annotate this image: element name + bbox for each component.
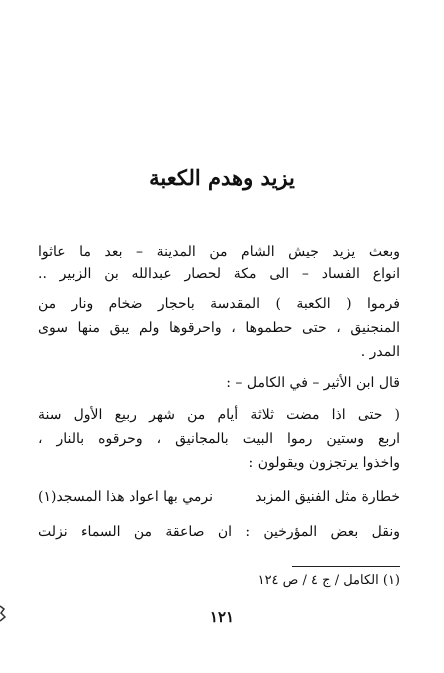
footnote-divider (292, 566, 400, 567)
text-line: قال ابن الأثير – في الكامل – : (226, 375, 400, 391)
text-line: اربع وستين رموا البيت بالمجانيق ، وحرقوه بالنار ، (38, 431, 400, 447)
verse-second-hemistich: نرمي بها اعواد هذا المسجد(١) (38, 489, 214, 505)
footnote: (١) الكامل / ج ٤ / ص ١٢٤ (257, 573, 400, 588)
verse-first-hemistich: خطارة مثل الفنيق المزبد (255, 489, 400, 505)
text-line: المدر . (360, 344, 400, 360)
page-title: يزيد وهدم الكعبة (149, 165, 295, 190)
poem-verse (38, 488, 400, 508)
text-line: واخذوا يرتجزون ويقولون : (248, 455, 400, 471)
text-line: ونقل بعض المؤرخين : ان صاعقة من السماء نزلت (38, 524, 400, 540)
scan-edge-mark (0, 604, 6, 622)
text-line: المنجنيق ، حتى حطموها ، واحرقوها ولم يبق منها سوى (38, 320, 400, 336)
page-number: ١٢١ (209, 608, 235, 626)
text-line: فرموا ( الكعبة ) المقدسة باحجار ضخام ونار من (38, 296, 400, 312)
text-line: ( حتى اذا مضت ثلاثة أيام من شهر ربيع الأول سنة (38, 407, 400, 423)
text-line: انواع الفساد – الى مكة لحصار عبدالله بن الزبير .. (38, 266, 400, 282)
text-line: وبعث يزيد جيش الشام من المدينة – بعد ما عاثوا (38, 244, 400, 260)
